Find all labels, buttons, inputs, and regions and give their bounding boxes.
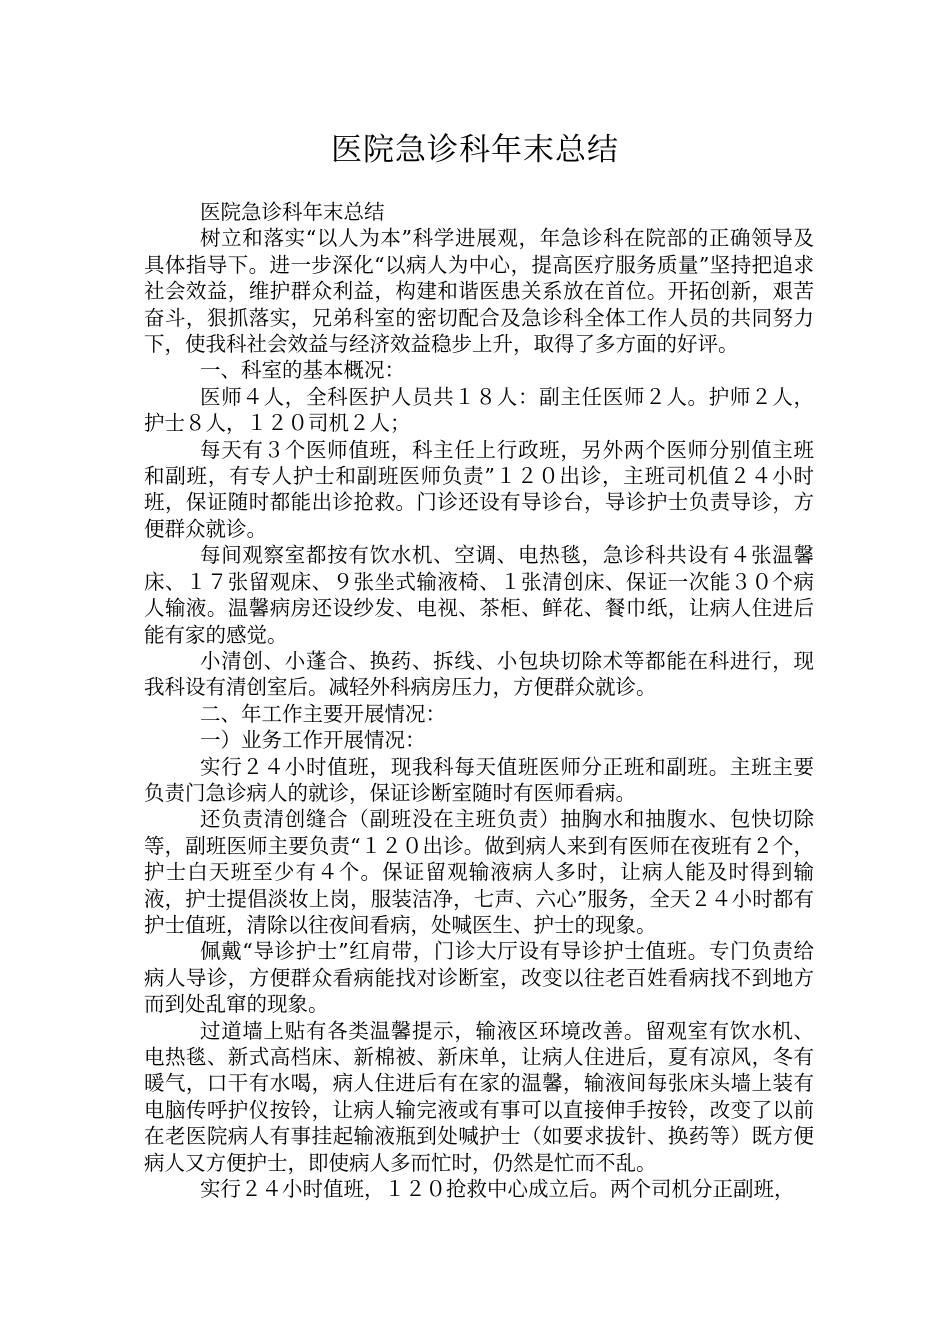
paragraph-drivers: 实行２４小时值班，１２０抢救中心成立后。两个司机分正副班， bbox=[200, 1177, 795, 1202]
paragraph-duty-details: 还负责清创缝合（副班没在主班负责）抽胸水和抽腹水、包快切除等，副班医师主要负责“１２０出诊。做到病人来到有医师在夜班有２个，护士白天班至少有４个。保证留观输液病人多时，让病人能及时得到输液，护士提倡淡妆上岗，服装洁净，七声、六心”服务，全天２４小时都有护士值班，清除以往夜间看病，处喊医生、护士的现象。 bbox=[144, 807, 814, 937]
paragraph-shifts: 每天有３个医师值班，科主任上行政班，另外两个医师分别值主班和副班，有专人护士和副班医师负责”１２０出诊，主班司机值２４小时班，保证随时都能出诊抢救。门诊还设有导诊台，导诊护士负责导诊，方便群众就诊。 bbox=[144, 437, 814, 541]
paragraph-facilities: 每间观察室都按有饮水机、空调、电热毯，急诊科共设有４张温馨床、１７张留观床、９张坐式输液椅、１张清创床、保证一次能３０个病人输液。温馨病房还设纱发、电视、茶柜、鲜花、餐巾纸，让病人住进后能有家的感觉。 bbox=[144, 543, 814, 647]
page-title: 医院急诊科年末总结 bbox=[331, 132, 619, 168]
document-body bbox=[144, 199, 814, 1202]
paragraph-minor-surgery: 小清创、小蓬合、换药、拆线、小包块切除术等都能在科进行，现我科设有清创室后。减轻外科病房压力，方便群众就诊。 bbox=[144, 648, 814, 700]
paragraph-environment: 过道墙上贴有各类温馨提示，输液区环境改善。留观室有饮水机、电热毯、新式高档床、新棉被、新床单，让病人住进后，夏有凉风，冬有暖气，口干有水喝，病人住进后有在家的温馨，输液间每张床头墙上装有电脑传呼护仪按铃，让病人输完液或有事可以直接伸手按铃，改变了以前在老医院病人有事挂起输液瓶到处喊护士（如要求拔针、换药等）既方便病人又方便护士，即使病人多而忙时，仍然是忙而不乱。 bbox=[144, 1018, 814, 1175]
paragraph-duty: 实行２４小时值班，现我科每天值班医师分正班和副班。主班主要负责门急诊病人的就诊，保证诊断室随时有医师看病。 bbox=[144, 754, 814, 805]
paragraph-intro: 树立和落实“以人为本”科学进展观，年急诊科在院部的正确领导及具体指导下。进一步深化“以病人为中心，提高医疗服务质量”坚持把追求社会效益，维护群众利益，构建和谐医患关系放在首位。开拓创新，艰苦奋斗，狠抓落实，兄弟科室的密切配合及急诊科全体工作人员的共同努力下，使我科社会效益与经济效益稳步上升，取得了多方面的好评。 bbox=[144, 226, 814, 357]
paragraph-guide-nurse: 佩戴“导诊护士”红肩带，门诊大厅设有导诊护士值班。专门负责给病人导诊，方便群众看病能找对诊断室，改变以往老百姓看病找不到地方而到处乱窜的现象。 bbox=[144, 939, 814, 1017]
section-heading-overview: 一、科室的基本概况： bbox=[200, 358, 405, 383]
paragraph-subtitle: 医院急诊科年末总结 bbox=[200, 200, 385, 224]
paragraph-staff: 医师４人，全科医护人员共１８人：副主任医师２人。护师２人，护士８人，１２０司机２人； bbox=[144, 384, 814, 436]
section-heading-work: 二、年工作主要开展情况： bbox=[200, 701, 446, 726]
subsection-heading-business: 一）业务工作开展情况： bbox=[200, 728, 426, 753]
